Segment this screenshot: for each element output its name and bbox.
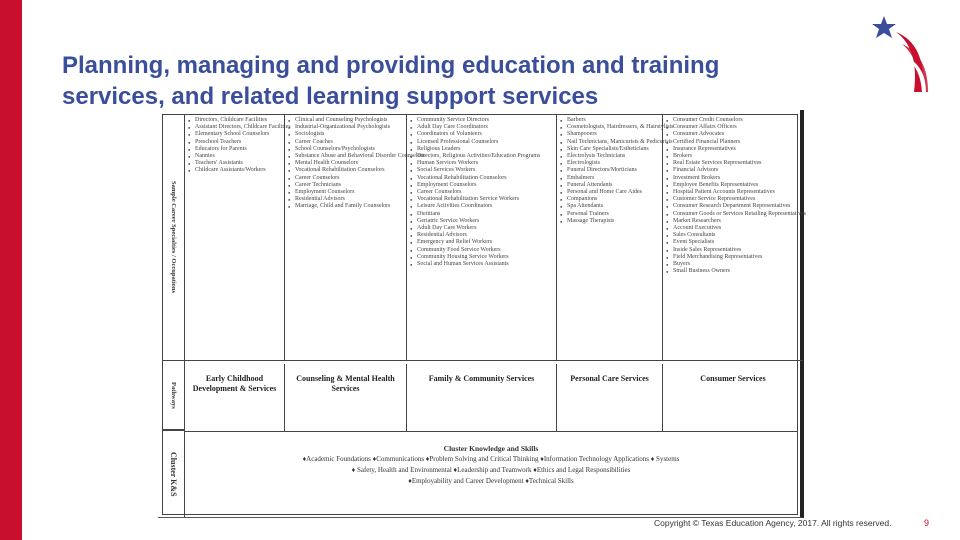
pathway-personal-care: Personal Care Services [557,364,663,431]
occupation-item: ● Funeral Attendants [560,182,660,189]
occupation-item: ● Spa Attendants [560,203,660,210]
occupation-item: ● Cosmetologists, Hairdressers, & Hairstylists [560,124,660,131]
occupation-item: ● Community Housing Service Workers [410,254,554,261]
occupation-item: ● Brokers [666,153,801,160]
occupation-item: ● Personal Trainers [560,211,660,218]
star-icon [872,16,896,38]
career-cluster-chart [158,110,807,518]
occupation-item: ● Barbers [560,117,660,124]
occupation-item: ● Consumer Goods or Services Retailing Representatives [666,211,801,218]
occupation-item: ● Career Coaches [288,139,404,146]
occupation-item: ● Adult Day Care Workers [410,225,554,232]
occupation-item: ● Career Technicians [288,182,404,189]
occupation-item: ● Substance Abuse and Behavioral Disorder Counselors [288,153,404,160]
occupation-item: ● Childcare Assistants/Workers [188,167,282,174]
occupation-item: ● Embalmers [560,175,660,182]
occupation-item: ● Residential Advisors [288,196,404,203]
copyright-notice: Copyright © Texas Education Agency, 2017. All rights reserved. [654,518,892,528]
occupation-item: ● Industrial-Organizational Psychologists [288,124,404,131]
occupation-item: ● Vocational Rehabilitation Service Workers [410,196,554,203]
texas-education-agency-logo [866,14,936,96]
occupation-item: ● Sales Consultants [666,232,801,239]
occupation-item: ● Massage Therapists [560,218,660,225]
occupation-item: ● Dietitians [410,211,554,218]
occupation-item: ● Teachers' Assistants [188,160,282,167]
left-accent-bar [0,0,22,540]
occupation-item: ● Electrologists [560,160,660,167]
occupation-item: ● Inside Sales Representatives [666,247,801,254]
occupations-consumer-services [663,115,807,361]
occupation-item: ● Employment Counselors [288,189,404,196]
occupation-item: ● Buyers [666,261,801,268]
occupation-item: ● Account Executives [666,225,801,232]
occupation-item: ● Directors, Religious Activities/Education Programs [410,153,554,160]
occupation-item: ● Electrolysis Technicians [560,153,660,160]
occupation-item: ● Skin Care Specialists/Estheticians [560,146,660,153]
occupation-item: ● Clinical and Counseling Psychologists [288,117,404,124]
occupation-item: ● Sociologists [288,131,404,138]
occupation-item: ● Coordinators of Volunteers [410,131,554,138]
occupation-item: ● Insurance Representatives [666,146,801,153]
occupation-item: ● Employee Benefits Representatives [666,182,801,189]
slide-title [62,50,822,112]
occupation-item: ● Residential Advisors [410,232,554,239]
ks-line-1: ♦Academic Foundations ♦Communications ♦Problem Solving and Critical Thinking ♦Information Technology Applications ♦ Systems [302,455,680,463]
occupation-item: ● School Counselors/Psychologists [288,146,404,153]
occupation-item: ● Religious Leaders [410,146,554,153]
occupation-item: ● Field Merchandising Representatives [666,254,801,261]
occupations-row-label: Sample Career Specialties / Occupations [163,115,185,361]
occupation-item: ● Nannies [188,153,282,160]
pathway-family-community: Family & Community Services [407,364,557,431]
occupation-item: ● Small Business Owners [666,268,801,275]
occupation-item: ● Educators for Parents [188,146,282,153]
occupation-item: ● Leisure Activities Coordinators [410,203,554,210]
occupation-item: ● Vocational Rehabilitation Counselors [288,167,404,174]
ks-row-label: Cluster K&S [163,431,185,517]
occupation-item: ● Hospital Patient Accounts Representatives [666,189,801,196]
occupations-counseling [285,115,425,361]
occupation-item: ● Marriage, Child and Family Counselors [288,203,404,210]
occupation-item: ● Vocational Rehabilitation Counselors [410,175,554,182]
pathways-row-label: Pathways [163,361,185,431]
occupation-item: ● Certified Financial Planners [666,139,801,146]
pathway-counseling: Counseling & Mental Health Services [285,364,407,431]
occupation-item: ● Customer Service Representatives [666,196,801,203]
occupation-item: ● Shampooers [560,131,660,138]
ks-line-2: ♦ Safety, Health and Environmental ♦Leadership and Teamwork ♦Ethics and Legal Responsibilities [351,466,631,474]
occupation-item: ● Consumer Credit Counselors [666,117,801,124]
pathway-consumer-services: Consumer Services [700,374,766,383]
pathway-early-childhood: Early Childhood Development & Services [185,364,285,431]
title-line-2: services, and related learning support services [62,83,599,110]
occupation-item: ● Directors, Childcare Facilities [188,117,282,124]
page-number: 9 [924,518,930,528]
occupation-item: ● Career Counselors [410,189,554,196]
occupation-item: ● Personal and Home Care Aides [560,189,660,196]
occupations-early-childhood [185,115,291,361]
chart-table [162,114,807,515]
occupation-item: ● Employment Counselors [410,182,554,189]
occupation-item: ● Event Specialists [666,239,801,246]
occupation-item: ● Social Services Workers [410,167,554,174]
occupation-item: ● Preschool Teachers [188,139,282,146]
ks-line-3: ♦Employability and Career Development ♦Technical Skills [408,477,574,485]
occupation-item: ● Real Estate Services Representatives [666,160,801,167]
occupation-item: ● Companions [560,196,660,203]
occupation-item: ● Assistant Directors, Childcare Facilities [188,124,282,131]
occupation-item: ● Elementary School Counselors [188,131,282,138]
occupation-item: ● Consumer Affairs Officers [666,124,801,131]
occupation-item: ● Social and Human Services Assistants [410,261,554,268]
occupations-family-community [407,115,557,361]
occupations-personal-care [557,115,674,361]
occupation-item: ● Funeral Directors/Morticians [560,167,660,174]
cluster-knowledge-skills [185,431,797,517]
occupation-item: ● Financial Advisors [666,167,801,174]
occupation-item: ● Geriatric Service Workers [410,218,554,225]
title-line-1: Planning, managing and providing education and training [62,52,720,79]
occupation-item: ● Emergency and Relief Workers [410,239,554,246]
occupation-item: ● Licensed Professional Counselors [410,139,554,146]
occupation-item: ● Mental Health Counselors [288,160,404,167]
occupation-item: ● Market Researchers [666,218,801,225]
occupation-item: ● Adult Day Care Coordinators [410,124,554,131]
occupation-item: ● Career Counselors [288,175,404,182]
ks-title: Cluster Knowledge and Skills [443,444,539,453]
occupation-item: ● Human Services Workers [410,160,554,167]
occupation-item: ● Consumer Advocates [666,131,801,138]
occupation-item: ● Nail Technicians, Manicurists & Pedicurists [560,139,660,146]
occupation-item: ● Community Food Service Workers [410,247,554,254]
occupation-item: ● Consumer Research Department Representatives [666,203,801,210]
occupation-item: ● Investment Brokers [666,175,801,182]
occupation-item: ● Community Service Directors [410,117,554,124]
